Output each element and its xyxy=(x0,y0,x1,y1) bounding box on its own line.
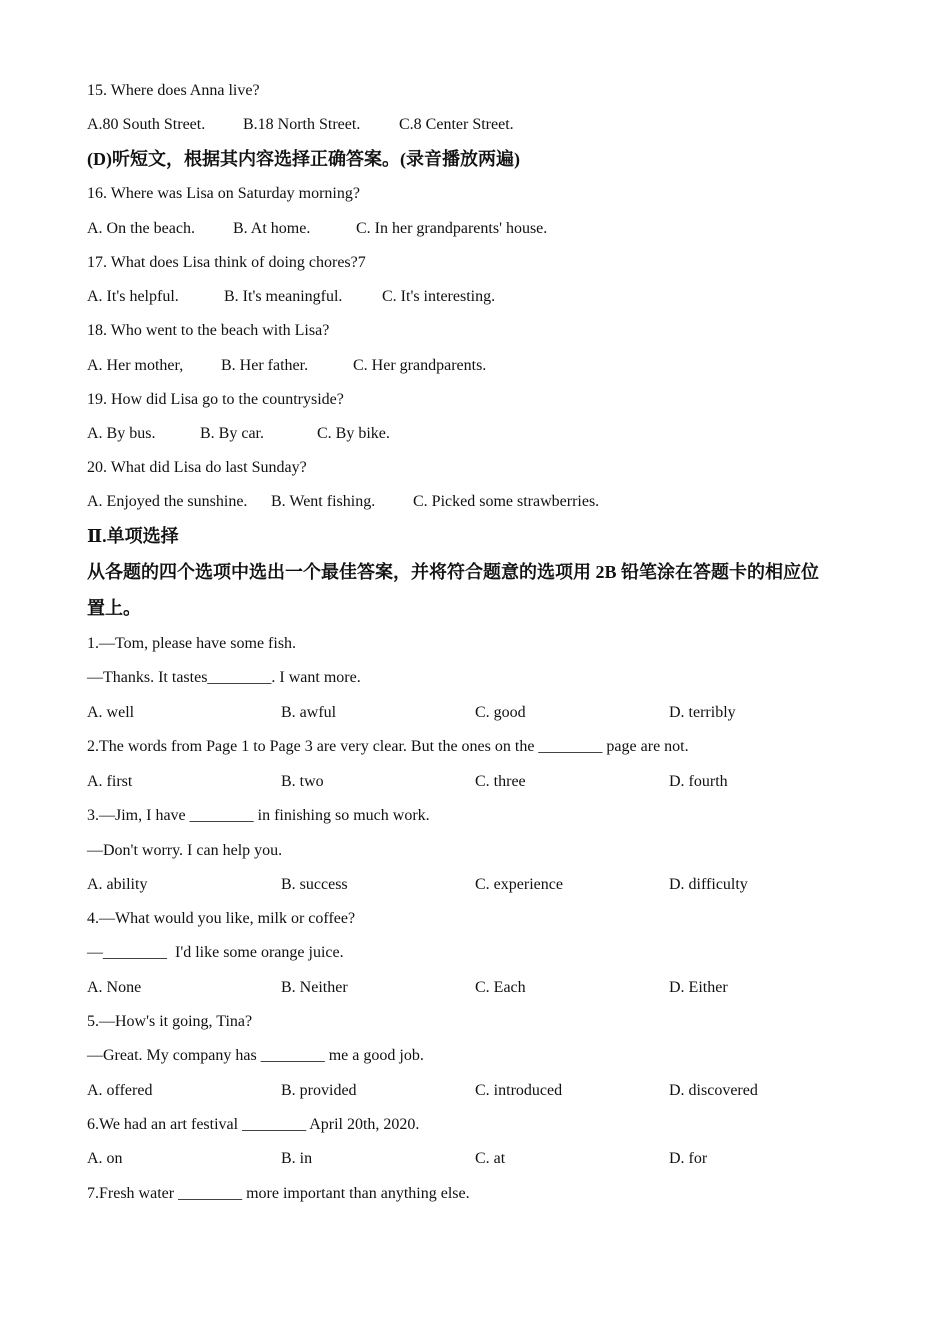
mcq-4-line-1: 4.—What would you like, milk or coffee? xyxy=(87,910,356,927)
option-a: A. None xyxy=(87,979,142,996)
option-d: D. fourth xyxy=(669,773,728,790)
section-2-instruction-line-1: 从各题的四个选项中选出一个最佳答案，并将符合题意的选项用 2B 铅笔涂在答题卡的相应位 xyxy=(87,562,820,582)
question-17: 17. What does Lisa think of doing chores?7 xyxy=(87,254,366,271)
option-c: C. experience xyxy=(475,876,563,893)
option-c: C. at xyxy=(475,1150,506,1167)
option-a: A. By bus. xyxy=(87,425,156,442)
mcq-5-options xyxy=(87,1081,887,1101)
option-c: C. It's interesting. xyxy=(382,288,496,305)
option-c: C. introduced xyxy=(475,1082,563,1099)
option-c: C. three xyxy=(475,773,526,790)
mcq-2-line-1: 2.The words from Page 1 to Page 3 are very clear. But the ones on the ________ page are not. xyxy=(87,738,689,755)
option-b: B. in xyxy=(281,1150,313,1167)
mcq-1-options xyxy=(87,703,887,723)
mcq-1-line-1: 1.—Tom, please have some fish. xyxy=(87,635,297,652)
option-d: D. for xyxy=(669,1150,708,1167)
option-c: C. good xyxy=(475,704,526,721)
section-d-heading: (D)听短文，根据其内容选择正确答案。(录音播放两遍) xyxy=(87,149,520,169)
option-d: D. Either xyxy=(669,979,728,996)
question-19: 19. How did Lisa go to the countryside? xyxy=(87,391,344,408)
mcq-3-options xyxy=(87,875,887,895)
mcq-5-line-2: —Great. My company has ________ me a good job. xyxy=(87,1047,424,1064)
mcq-1-line-2: —Thanks. It tastes________. I want more. xyxy=(87,669,361,686)
mcq-6-line-1: 6.We had an art festival ________ April 20th, 2020. xyxy=(87,1116,420,1133)
option-b: B. awful xyxy=(281,704,337,721)
option-d: D. terribly xyxy=(669,704,736,721)
option-b: B. provided xyxy=(281,1082,357,1099)
option-a: A. well xyxy=(87,704,135,721)
mcq-6-options xyxy=(87,1149,887,1169)
question-15: 15. Where does Anna live? xyxy=(87,82,260,99)
mcq-3-line-2: —Don't worry. I can help you. xyxy=(87,842,283,859)
option-c: C.8 Center Street. xyxy=(399,116,514,133)
mcq-4-options xyxy=(87,978,887,998)
option-b: B. success xyxy=(281,876,348,893)
question-18: 18. Who went to the beach with Lisa? xyxy=(87,322,330,339)
option-b: B. Went fishing. xyxy=(271,493,376,510)
option-a: A. Her mother, xyxy=(87,357,184,374)
option-a: A. Enjoyed the sunshine. xyxy=(87,493,248,510)
option-a: A.80 South Street. xyxy=(87,116,206,133)
mcq-4-line-2: —________ I'd like some orange juice. xyxy=(87,944,344,961)
option-a: A. On the beach. xyxy=(87,220,195,237)
option-b: B.18 North Street. xyxy=(243,116,361,133)
option-b: B. By car. xyxy=(200,425,264,442)
option-b: B. It's meaningful. xyxy=(224,288,343,305)
option-d: D. discovered xyxy=(669,1082,758,1099)
option-a: A. on xyxy=(87,1150,123,1167)
question-20: 20. What did Lisa do last Sunday? xyxy=(87,459,307,476)
mcq-7-line-1: 7.Fresh water ________ more important than anything else. xyxy=(87,1185,470,1202)
option-c: C. Picked some strawberries. xyxy=(413,493,600,510)
option-c: C. In her grandparents' house. xyxy=(356,220,548,237)
mcq-2-options xyxy=(87,772,887,792)
mcq-3-line-1: 3.—Jim, I have ________ in finishing so much work. xyxy=(87,807,430,824)
option-a: A. offered xyxy=(87,1082,153,1099)
section-2-title: Ⅱ.单项选择 xyxy=(87,526,179,546)
option-b: B. Neither xyxy=(281,979,348,996)
section-2-instruction-line-2: 置上。 xyxy=(87,598,141,618)
option-a: A. It's helpful. xyxy=(87,288,179,305)
option-a: A. ability xyxy=(87,876,148,893)
option-a: A. first xyxy=(87,773,133,790)
question-16: 16. Where was Lisa on Saturday morning? xyxy=(87,185,360,202)
mcq-5-line-1: 5.—How's it going, Tina? xyxy=(87,1013,253,1030)
option-c: C. Her grandparents. xyxy=(353,357,487,374)
option-d: D. difficulty xyxy=(669,876,748,893)
option-b: B. two xyxy=(281,773,324,790)
option-b: B. At home. xyxy=(233,220,311,237)
option-c: C. Each xyxy=(475,979,526,996)
option-c: C. By bike. xyxy=(317,425,390,442)
option-b: B. Her father. xyxy=(221,357,309,374)
